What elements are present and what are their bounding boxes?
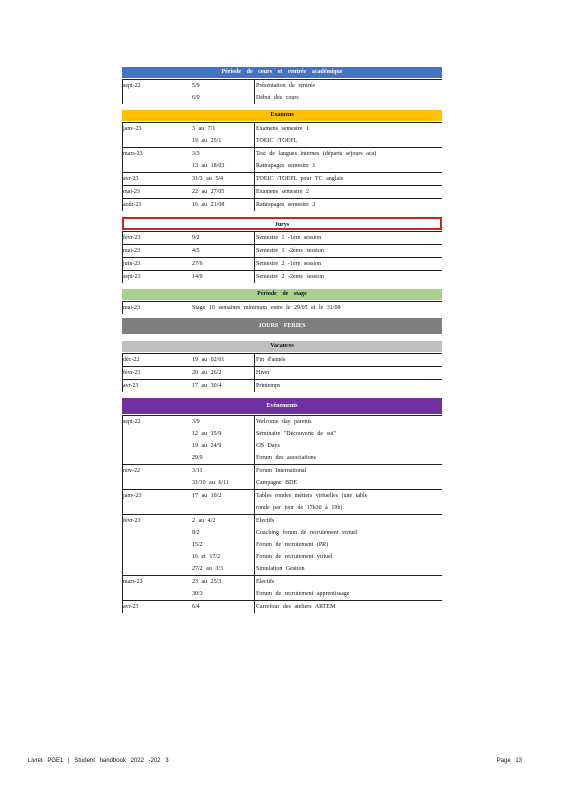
table-row: [122, 185, 442, 198]
date-cell: 23 au 25/3: [192, 579, 222, 585]
description-cell: Test de langues internes (départs séjours aca): [256, 151, 377, 157]
table-row: [122, 172, 442, 185]
table-row: [122, 415, 442, 428]
month-cell: juin-23: [123, 261, 141, 267]
table-row: [122, 160, 442, 172]
table-row: [122, 440, 442, 452]
description-cell: Forum International: [256, 468, 307, 474]
table-row: [122, 563, 442, 575]
table-row: [122, 198, 442, 211]
month-cell: sept-22: [123, 83, 141, 89]
table-row: [122, 92, 442, 104]
section-header-evenements: Evénements: [122, 398, 442, 414]
month-cell: févr-23: [123, 370, 141, 376]
date-cell: 22 au 27/05: [192, 189, 225, 195]
month-cell: sept-23: [123, 274, 141, 280]
section-header-jurys: Jurys: [122, 217, 442, 230]
footer-left: Livret PGE1 | Student handbook 2022 -202 3: [28, 758, 169, 764]
date-cell: 3/3: [192, 151, 200, 157]
description-cell: Rattrapages semestre 2: [256, 202, 316, 208]
date-cell: 16 au 21/08: [192, 202, 225, 208]
description-cell: Coaching forum de recrutement virtuel: [256, 530, 358, 536]
month-cell: avr-23: [123, 604, 139, 610]
description-cell: Rattrapages semestre 1: [256, 163, 316, 169]
month-cell: févr-23: [123, 518, 141, 524]
description-cell: Campagne BDE: [256, 480, 298, 486]
date-cell: 4/5: [192, 248, 200, 254]
table-row: [122, 452, 442, 464]
date-cell: 5/9: [192, 83, 200, 89]
date-cell: 31/10 au 6/11: [192, 480, 229, 486]
date-cell: 17 au 30/4: [192, 383, 222, 389]
table-row: [122, 379, 442, 392]
table-row: [122, 270, 442, 283]
description-cell: Simulation Gestion: [256, 566, 305, 572]
description-cell: Welcome day parents: [256, 419, 312, 425]
description-cell: Examens semestre 1: [256, 126, 309, 132]
section-header-examens: Examens: [122, 110, 442, 121]
footer-page-number: Page 13: [496, 758, 522, 764]
date-cell: 27/2 au 3/3: [192, 566, 223, 572]
section-header-vacances: Vacances: [122, 341, 442, 352]
date-cell: 12 au 15/9: [192, 431, 222, 437]
date-cell: 3 au 7/1: [192, 126, 216, 132]
date-cell: 31/3 au 5/4: [192, 176, 223, 182]
date-cell: Stage 10 semaines minimum entre le 29/05 et le 31/08: [192, 305, 341, 311]
table-row: [122, 366, 442, 379]
description-cell: CB Days: [256, 443, 280, 449]
description-cell: Semestre 1 -1ère session: [256, 235, 322, 241]
month-cell: janv-23: [123, 126, 142, 132]
description-cell: Printemps: [256, 383, 281, 389]
table-row: [122, 551, 442, 563]
section-header-feries: JOURS FERIES: [122, 318, 442, 334]
table-row: [122, 353, 442, 366]
month-cell: mai-23: [123, 248, 140, 254]
date-cell: 2 au 4/2: [192, 518, 216, 524]
month-cell: mars-23: [123, 579, 143, 585]
description-cell: Forum de recrutement apprentissage: [256, 591, 350, 597]
table-row: [122, 575, 442, 588]
description-cell: Forum des associations: [256, 455, 316, 461]
description-cell: Electifs: [256, 579, 275, 585]
description-cell: Electifs: [256, 518, 275, 524]
table-row: [122, 135, 442, 147]
date-cell: 27/6: [192, 261, 203, 267]
month-cell: sept-22: [123, 419, 141, 425]
description-cell: Hiver: [256, 370, 270, 376]
description-cell: Forum de recrutement virtuel: [256, 554, 333, 560]
table-row: [122, 514, 442, 527]
table-row: [122, 147, 442, 160]
table-row: [122, 502, 442, 514]
date-cell: 19 au 25/1: [192, 138, 222, 144]
month-cell: déc-22: [123, 357, 140, 363]
table-row: [122, 464, 442, 477]
description-cell: TOEIC /TOEFL pour TC anglais: [256, 176, 344, 182]
date-cell: 3/9: [192, 419, 200, 425]
date-cell: 19 au 02/01: [192, 357, 225, 363]
month-cell: nov-22: [123, 468, 140, 474]
table-row: [122, 428, 442, 440]
table-row: [122, 244, 442, 257]
month-cell: avr-23: [123, 383, 139, 389]
month-cell: janv-23: [123, 493, 142, 499]
description-cell: Semestre 2 -1ère session: [256, 261, 322, 267]
table-row: [122, 79, 442, 92]
date-cell: 17 au 10/2: [192, 493, 222, 499]
section-header-stage: Période de stage: [122, 289, 442, 300]
date-cell: 30/3: [192, 591, 203, 597]
date-cell: 13 au 18/03: [192, 163, 225, 169]
table-row: [122, 588, 442, 600]
date-cell: 29/9: [192, 455, 203, 461]
table-row: [122, 527, 442, 539]
month-cell: févr-23: [123, 235, 141, 241]
month-cell: avr-23: [123, 176, 139, 182]
month-cell: mai-23: [123, 305, 140, 311]
table-row: [122, 539, 442, 551]
description-cell: Carrefour des ateliers ARTEM: [256, 604, 336, 610]
calendar-table: [122, 67, 442, 613]
description-cell: Début des cours: [256, 95, 299, 101]
date-cell: 8/2: [192, 530, 200, 536]
description-cell: Tables rondes métiers virtuelles (une table: [256, 493, 368, 499]
month-cell: mai-23: [123, 189, 140, 195]
description-cell: Forum de recrutement (PR): [256, 542, 329, 548]
date-cell: 15/2: [192, 542, 203, 548]
description-cell: Présentation de rentrée: [256, 83, 315, 89]
description-cell: ronde par jour de 17h30 à 19h): [256, 505, 343, 511]
section-rows-evenements: [122, 415, 442, 613]
table-row: [122, 122, 442, 135]
section-rows-jurys: [122, 231, 442, 283]
section-rows-stage: [122, 301, 442, 314]
description-cell: Semestre 1 -2ème session: [256, 248, 324, 254]
section-rows-vacances: [122, 353, 442, 392]
description-cell: TOEIC /TOEFL: [256, 138, 298, 144]
section-rows-cours: [122, 79, 442, 104]
table-row: [122, 231, 442, 244]
section-header-cours: Période de cours et rentrée académique: [122, 67, 442, 78]
section-rows-examens: [122, 122, 442, 211]
description-cell: Semestre 2 -2ème session: [256, 274, 324, 280]
description-cell: Fin d'année: [256, 357, 286, 363]
table-row: [122, 477, 442, 489]
date-cell: 6/4: [192, 604, 200, 610]
date-cell: 9/2: [192, 235, 200, 241]
table-row: [122, 489, 442, 502]
month-cell: août-23: [123, 202, 142, 208]
date-cell: 3/11: [192, 468, 203, 474]
date-cell: 16 et 17/2: [192, 554, 220, 560]
table-row: [122, 301, 442, 314]
date-cell: 6/9: [192, 95, 200, 101]
date-cell: 19 au 24/9: [192, 443, 222, 449]
description-cell: Examens semestre 2: [256, 189, 309, 195]
table-row: [122, 600, 442, 613]
date-cell: 14/9: [192, 274, 203, 280]
month-cell: mars-23: [123, 151, 143, 157]
date-cell: 20 au 26/2: [192, 370, 222, 376]
table-row: [122, 257, 442, 270]
description-cell: Séminaire "Découverte de soi": [256, 431, 337, 437]
